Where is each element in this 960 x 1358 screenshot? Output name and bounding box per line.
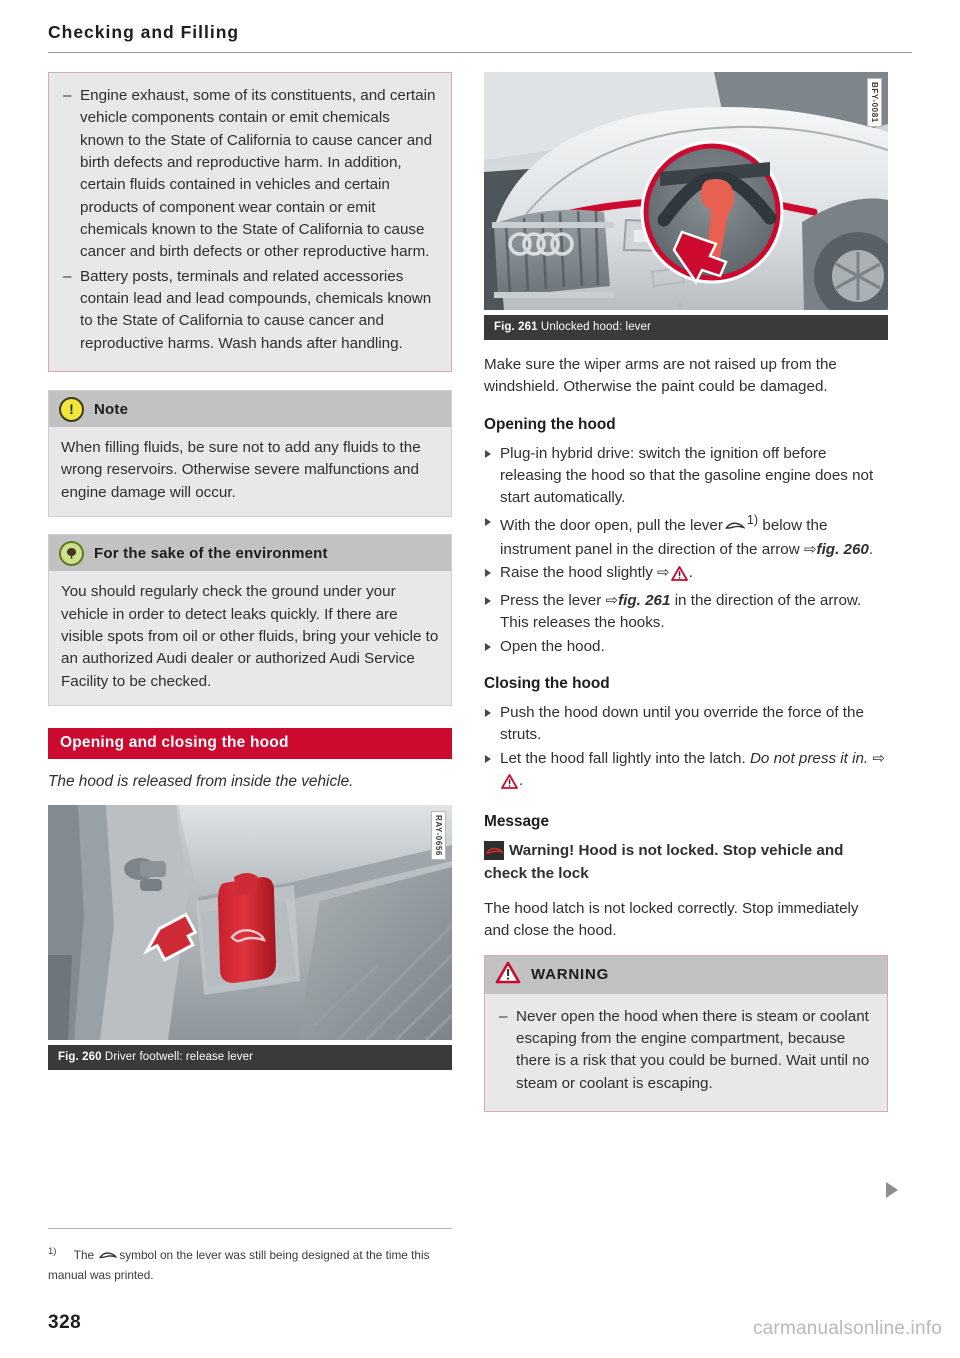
warning-triangle-icon (495, 961, 521, 989)
footnote-marker: 1) (48, 1246, 57, 1257)
environment-box-header (49, 535, 451, 571)
list-item (484, 748, 888, 797)
footnote-text-after: symbol on the lever was still being designed at the time this manual was printed. (48, 1247, 430, 1282)
step-text-prefix: Press the lever (500, 591, 602, 609)
hood-warning-icon (484, 841, 504, 860)
opening-hood-steps (484, 443, 888, 658)
figure-261-code: BFY-0081 (867, 78, 882, 127)
prop65-warning-box (48, 72, 452, 372)
list-item: Open the hood. (484, 636, 888, 658)
figure-261-number: Fig. 261 (494, 321, 538, 333)
warning-box-title: WARNING (531, 966, 610, 984)
note-box-title: Note (94, 400, 129, 418)
note-icon: ! (59, 397, 84, 422)
list-item: – Battery posts, terminals and related accessories contain lead and lead compounds, chemicals known to the State of California to cause cancer and reproductive harms. Wash hands after handling. (63, 266, 437, 355)
environment-box (48, 534, 452, 706)
step-text-suffix: . (868, 541, 874, 559)
warning-triangle-icon (671, 566, 688, 588)
right-column (484, 72, 888, 1112)
footnote-text-before: The (73, 1247, 95, 1262)
heading-opening-the-hood: Opening the hood (484, 415, 616, 433)
page-header (48, 22, 912, 43)
watermark: carmanualsonline.info (752, 1318, 942, 1339)
list-item (484, 562, 888, 588)
step-text-suffix: . (519, 771, 524, 789)
figure-260-image (48, 805, 452, 1045)
prop65-list (63, 85, 437, 355)
footnote-ref: 1) (746, 512, 759, 527)
tree-icon (59, 541, 84, 566)
cross-ref-arrow-icon: ⇨ (803, 541, 817, 559)
step-text-mid: below the instrument panel in the direction of the arrow (500, 516, 828, 559)
left-column (48, 72, 452, 1070)
continuation-arrow-icon (886, 1182, 898, 1198)
step-text-prefix: With the door open, pull the lever (500, 516, 723, 534)
footnote (48, 1245, 452, 1284)
environment-box-title: For the sake of the environment (94, 544, 328, 562)
figure-260-code: RAY-0656 (431, 811, 446, 860)
page-number: 328 (48, 1312, 82, 1333)
wiper-arms-note: Make sure the wiper arms are not raised up from the windshield. Otherwise the paint could be damaged. (484, 356, 837, 396)
cross-ref-fig[interactable]: fig. 261 (618, 591, 671, 609)
section-intro: The hood is released from inside the vehicle. (48, 772, 354, 790)
message-warning-text: Warning! Hood is not locked. Stop vehicle and check the lock (484, 842, 844, 882)
cross-ref-fig[interactable]: fig. 260 (816, 541, 869, 559)
step-text-mid: in the direction of the arrow. This releases the hooks. (500, 591, 862, 632)
cross-ref-arrow-icon: ⇨ (657, 564, 670, 582)
section-title-opening-closing-hood: Opening and closing the hood (48, 728, 452, 759)
step-text-italic: Do not press it in. (749, 749, 869, 767)
step-text-suffix: . (688, 564, 693, 582)
cross-ref-arrow-icon: ⇨ (605, 591, 619, 609)
step-text-prefix: Raise the hood slightly (500, 564, 653, 582)
figure-260 (48, 805, 452, 1070)
heading-closing-the-hood: Closing the hood (484, 674, 610, 692)
list-item (484, 590, 888, 635)
figure-261-caption (484, 315, 888, 340)
note-box-body: When filling fluids, be sure not to add any fluids to the wrong reservoirs. Otherwise severe malfunctions and engine damage will occur. (61, 439, 421, 501)
list-item: – Never open the hood when there is steam or coolant escaping from the engine compartment, because there is a risk that you could be burned. Wait until no steam or coolant is escaping. (499, 1006, 873, 1095)
footnote-divider (48, 1228, 452, 1229)
note-box-header (49, 391, 451, 427)
hood-symbol-icon (725, 517, 745, 539)
message-body: The hood latch is not locked correctly. Stop immediately and close the hood. (484, 899, 859, 940)
warning-triangle-icon (501, 774, 518, 796)
page-title: Checking and Filling (48, 22, 240, 42)
header-divider (48, 52, 912, 53)
note-box (48, 390, 452, 517)
warning-box (484, 955, 888, 1112)
list-item (484, 511, 888, 562)
figure-260-caption-text: Driver footwell: release lever (104, 1050, 254, 1063)
heading-message: Message (484, 813, 550, 831)
hood-symbol-icon (99, 1249, 117, 1267)
message-warning-line (484, 840, 888, 885)
warning-box-header (485, 956, 887, 994)
figure-261 (484, 72, 888, 340)
environment-box-body: You should regularly check the ground under your vehicle in order to detect leaks quickly. If there are visible spots from oil or other fluids, bring your vehicle to an authorized Audi dealer or authorized Audi Service Facility to be checked. (61, 583, 439, 690)
figure-261-caption-text: Unlocked hood: lever (540, 321, 651, 333)
list-item: – Engine exhaust, some of its constituents, and certain vehicle components contain or emit chemicals known to the State of California to cause cancer and birth defects and reproductive harm. In addition, certain fluids contained in vehicles and certain products of component wear contain or emit chemicals known to the State of California to cause cancer and birth defects or other reproductive harm. (63, 85, 437, 264)
closing-hood-steps (484, 702, 888, 796)
figure-260-caption (48, 1045, 452, 1070)
step-text-prefix: Let the hood fall lightly into the latch. (500, 749, 746, 767)
figure-260-number: Fig. 260 (58, 1050, 102, 1063)
list-item: Push the hood down until you override the force of the struts. (484, 702, 888, 747)
warning-list (499, 1006, 873, 1095)
list-item: Plug-in hybrid drive: switch the ignition off before releasing the hood so that the gasoline engine does not start automatically. (484, 443, 888, 510)
cross-ref-arrow-icon: ⇨ (872, 749, 885, 767)
figure-261-image (484, 72, 888, 315)
